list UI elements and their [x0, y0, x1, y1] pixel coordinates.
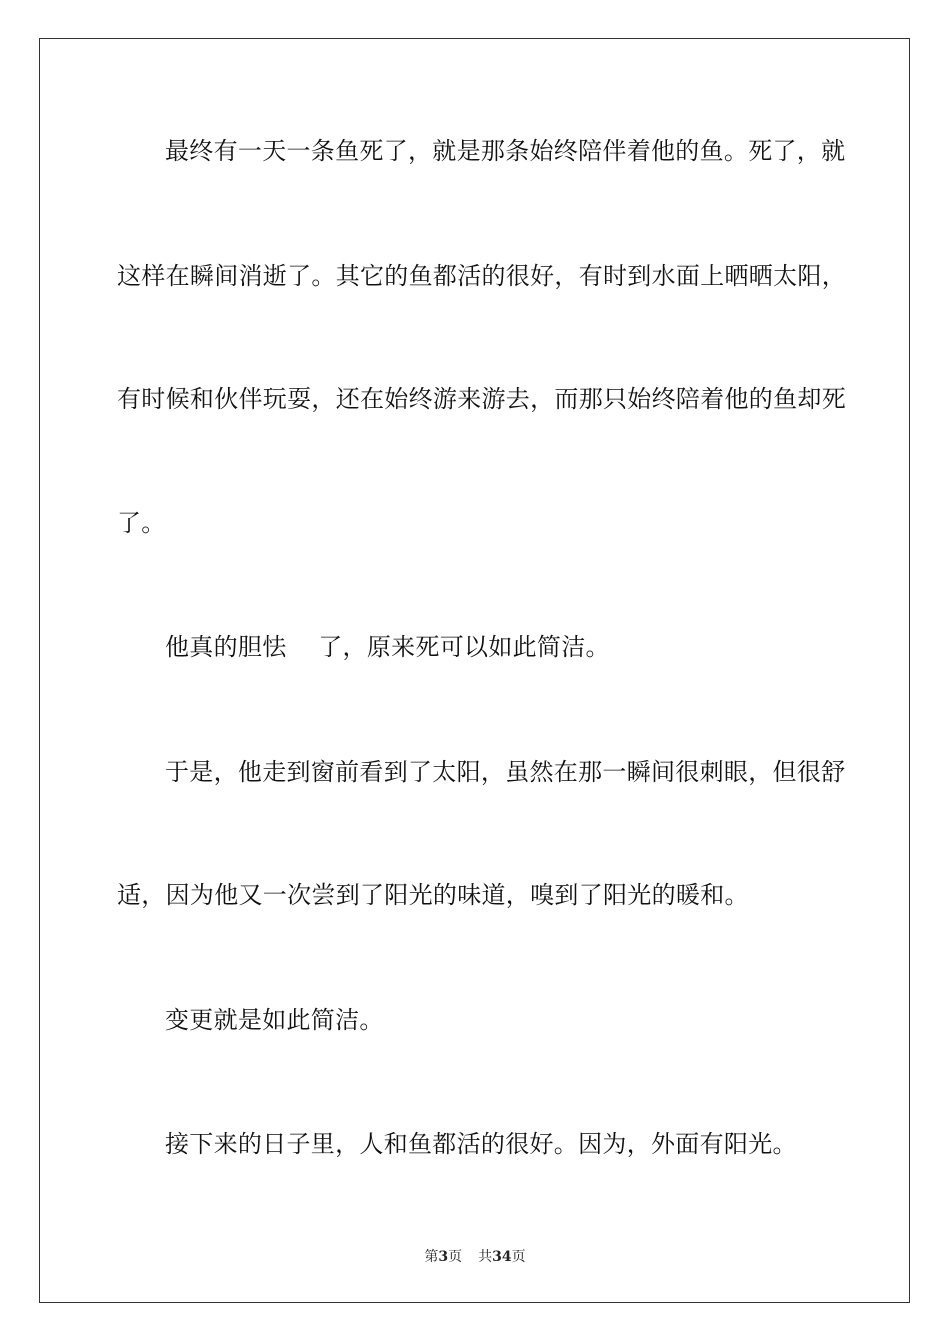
paragraph-line-7: 适，因为他又一次尝到了阳光的味道，嗅到了阳光的暖和。: [117, 881, 749, 909]
paragraph-line-3: 有时候和伙伴玩耍，还在始终游来游去，而那只始终陪着他的鱼却死: [117, 385, 846, 413]
page-frame: [39, 38, 910, 1303]
paragraph-line-2: 这样在瞬间消逝了。其它的鱼都活的很好，有时到水面上晒晒太阳，: [117, 262, 846, 290]
page-suffix: 页: [448, 1249, 463, 1265]
total-prefix: 共: [478, 1249, 493, 1265]
paragraph-line-4: 了。: [117, 509, 166, 537]
paragraph-line-5: 他真的胆怯 了，原来死可以如此简洁。: [165, 633, 610, 661]
paragraph-line-1: 最终有一天一条鱼死了，就是那条始终陪伴着他的鱼。死了，就: [165, 137, 846, 165]
page-prefix: 第: [424, 1249, 439, 1265]
page-number: 3: [438, 1249, 449, 1265]
paragraph-line-6: 于是，他走到窗前看到了太阳，虽然在那一瞬间很刺眼，但很舒: [165, 758, 846, 786]
page-footer: [0, 1248, 950, 1266]
paragraph-line-8: 变更就是如此简洁。: [165, 1006, 384, 1034]
total-suffix: 页: [511, 1249, 526, 1265]
paragraph-line-9: 接下来的日子里，人和鱼都活的很好。因为，外面有阳光。: [165, 1130, 797, 1158]
total-pages: 34: [492, 1249, 512, 1265]
